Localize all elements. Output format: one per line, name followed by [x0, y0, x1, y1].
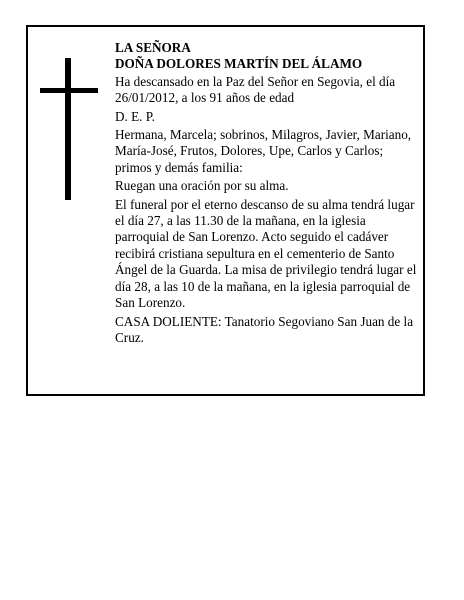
death-notice: Ha descansado en la Paz del Señor en Segovia, el día 26/01/2012, a los 91 años de edad [115, 73, 396, 106]
cross-icon [40, 58, 98, 200]
funeral-details: El funeral por el eterno descanso de su alma tendrá lugar el día 27, a las 11.30 de la mañana, en la iglesia parroquial de San Lorenzo. Acto seguido el cadáver recibirá cristiana sepultura en el cementerio de Santo Ángel de la Guarda. La misa de privilegio tendrá lugar el día 28, a las 10 de la mañana, en la iglesia parroquial de San Lorenzo. [115, 196, 417, 311]
family-list: Hermana, Marcela; sobrinos, Milagros, Javier, Mariano, María-José, Frutos, Dolores, Upe, Carlos y Carlos; primos y demás familia: [115, 127, 412, 175]
deceased-name: DOÑA DOLORES MARTÍN DEL ÁLAMO [115, 56, 363, 72]
funeral-home: CASA DOLIENTE: Tanatorio Segoviano San Juan de la Cruz. [115, 313, 414, 345]
obituary-text [115, 40, 423, 348]
cross-vertical-bar [65, 58, 71, 200]
obituary-notice [26, 25, 425, 396]
deceased-title: LA SEÑORA [115, 40, 191, 55]
prayer-request: Ruegan una oración por su alma. [115, 178, 289, 194]
rip-line: D. E. P. [115, 108, 155, 124]
cross-horizontal-bar [40, 88, 98, 93]
